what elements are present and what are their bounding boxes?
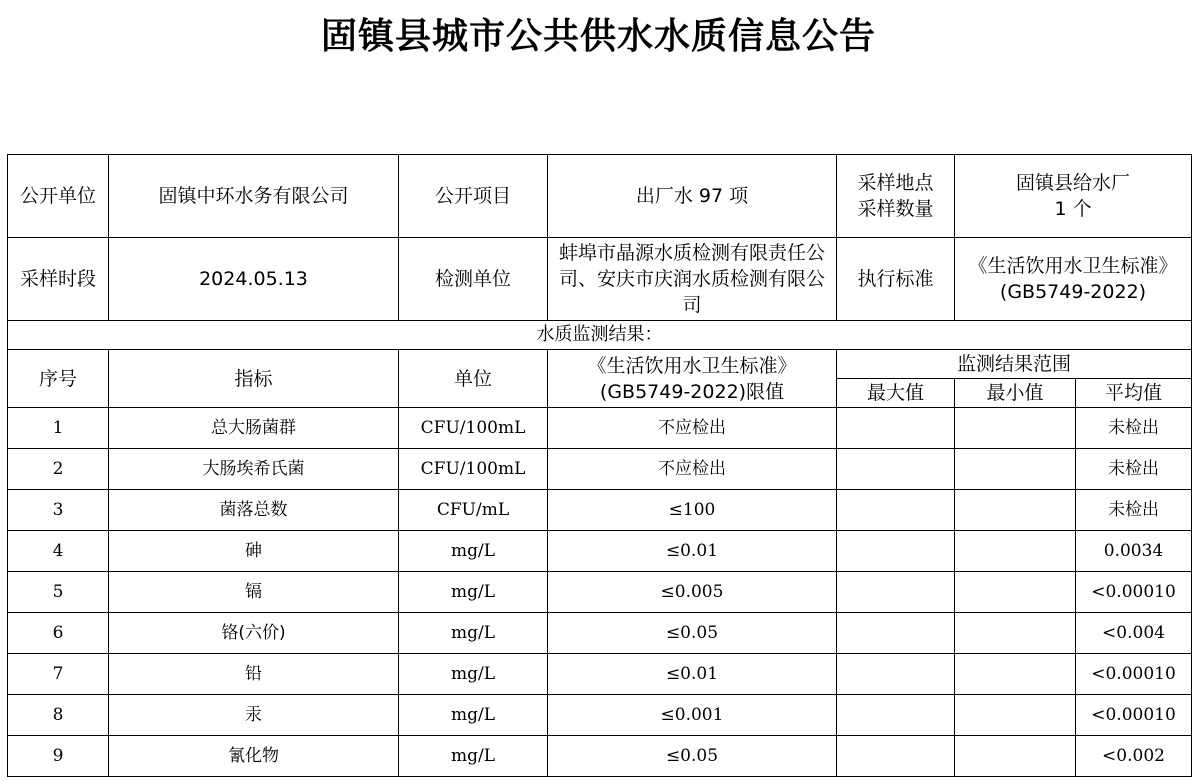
row-max [837,654,955,695]
row-indicator: 砷 [109,531,399,572]
publisher-value: 固镇中环水务有限公司 [109,155,399,238]
row-indicator: 总大肠菌群 [109,408,399,449]
row-seq: 9 [8,736,109,777]
row-limit: ≤0.05 [548,613,837,654]
row-avg: <0.00010 [1076,572,1192,613]
table-row [8,613,1192,654]
project-value: 出厂水 97 项 [548,155,837,238]
row-limit: ≤0.01 [548,531,837,572]
table-row [8,572,1192,613]
period-value: 2024.05.13 [109,238,399,321]
table-row [8,408,1192,449]
header-indicator: 指标 [109,350,399,408]
publisher-label: 公开单位 [8,155,109,238]
row-avg: <0.00010 [1076,654,1192,695]
row-max [837,490,955,531]
row-seq: 5 [8,572,109,613]
period-label: 采样时段 [8,238,109,321]
header-avg: 平均值 [1076,379,1192,408]
row-avg: <0.004 [1076,613,1192,654]
row-max [837,736,955,777]
water-quality-table [7,154,1192,777]
header-max: 最大值 [837,379,955,408]
row-unit: mg/L [399,531,548,572]
lab-label: 检测单位 [399,238,548,321]
row-avg: 未检出 [1076,449,1192,490]
row-seq: 6 [8,613,109,654]
standard-value: 《生活饮用水卫生标准》 (GB5749-2022) [955,238,1192,321]
table-row [8,490,1192,531]
table-row [8,531,1192,572]
row-indicator: 铬(六价) [109,613,399,654]
row-avg: 未检出 [1076,490,1192,531]
row-avg: 0.0034 [1076,531,1192,572]
sampling-label: 采样地点 采样数量 [837,155,955,238]
row-max [837,531,955,572]
page-title: 固镇县城市公共供水水质信息公告 [320,16,876,57]
row-seq: 3 [8,490,109,531]
header-unit: 单位 [399,350,548,408]
table-row [8,695,1192,736]
row-min [955,736,1076,777]
row-unit: mg/L [399,695,548,736]
lab-value: 蚌埠市晶源水质检测有限责任公司、安庆市庆润水质检测有限公司 [548,238,837,321]
row-max [837,613,955,654]
row-indicator: 铅 [109,654,399,695]
row-unit: mg/L [399,572,548,613]
row-indicator: 镉 [109,572,399,613]
row-max [837,695,955,736]
row-seq: 7 [8,654,109,695]
project-label: 公开项目 [399,155,548,238]
row-min [955,408,1076,449]
row-max [837,449,955,490]
row-seq: 1 [8,408,109,449]
row-limit: 不应检出 [548,449,837,490]
sampling-value: 固镇县给水厂 1 个 [955,155,1192,238]
results-caption: 水质监测结果： [8,321,1192,350]
row-avg: <0.002 [1076,736,1192,777]
table-row [8,449,1192,490]
row-indicator: 大肠埃希氏菌 [109,449,399,490]
row-limit: 不应检出 [548,408,837,449]
row-avg: <0.00010 [1076,695,1192,736]
row-min [955,531,1076,572]
row-min [955,490,1076,531]
standard-label: 执行标准 [837,238,955,321]
row-indicator: 汞 [109,695,399,736]
header-limit: 《生活饮用水卫生标准》 (GB5749-2022)限值 [548,350,837,408]
header-range: 监测结果范围 [837,350,1192,379]
row-max [837,572,955,613]
row-unit: mg/L [399,613,548,654]
row-unit: CFU/100mL [399,449,548,490]
row-min [955,654,1076,695]
row-min [955,613,1076,654]
header-min: 最小值 [955,379,1076,408]
row-unit: CFU/mL [399,490,548,531]
row-limit: ≤0.01 [548,654,837,695]
table-row [8,736,1192,777]
row-seq: 8 [8,695,109,736]
row-limit: ≤0.001 [548,695,837,736]
row-unit: mg/L [399,654,548,695]
row-indicator: 氰化物 [109,736,399,777]
row-unit: mg/L [399,736,548,777]
row-indicator: 菌落总数 [109,490,399,531]
row-min [955,572,1076,613]
row-limit: ≤0.005 [548,572,837,613]
row-unit: CFU/100mL [399,408,548,449]
header-seq: 序号 [8,350,109,408]
table-row [8,654,1192,695]
row-seq: 4 [8,531,109,572]
row-max [837,408,955,449]
row-min [955,449,1076,490]
row-limit: ≤0.05 [548,736,837,777]
row-seq: 2 [8,449,109,490]
row-min [955,695,1076,736]
row-limit: ≤100 [548,490,837,531]
row-avg: 未检出 [1076,408,1192,449]
